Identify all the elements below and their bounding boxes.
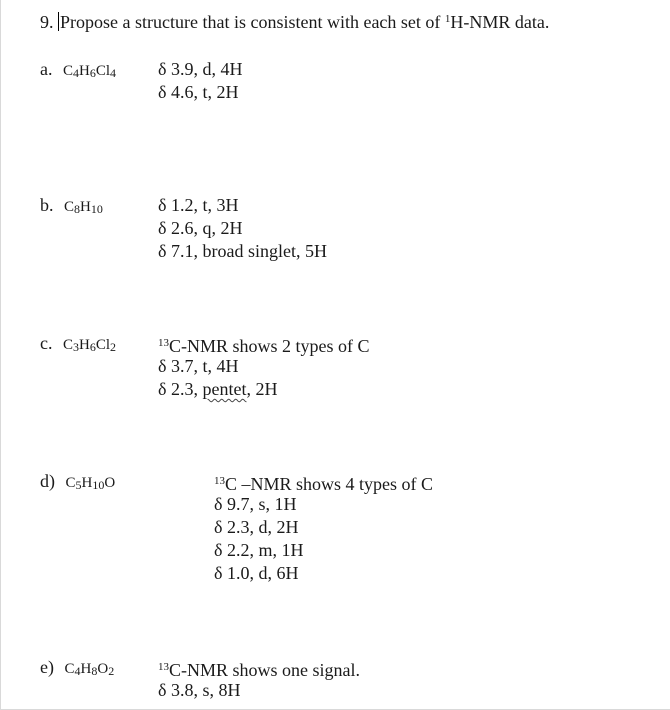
question-number: 9. [40,12,54,32]
text-cursor [58,12,59,31]
problem-b-label: b. [40,195,54,215]
problem-d-label: d) [40,471,55,491]
nmr-line: δ 1.2, t, 3H [158,195,239,215]
nmr-line: δ 3.8, s, 8H [158,680,241,700]
problem-e-formula: $C_4H_8O_2$ [64,661,115,678]
c13-nmr-line: $^{13}$C –NMR shows 4 types of C [214,474,434,494]
problem-c-label: c. [40,333,53,353]
nmr-line: δ 3.7, t, 4H [158,356,239,376]
page-left-border [0,0,1,710]
problem-e-label-row [40,656,114,682]
nmr-line: δ 7.1, broad singlet, 5H [158,241,327,261]
problem-b-label-row [40,194,103,220]
spellcheck-underline[interactable]: pentet [202,379,247,399]
c13-nmr-line: $^{13}$C-NMR shows one signal. [158,660,361,680]
nmr-line: δ 1.0, d, 6H [214,563,299,583]
problem-a-formula: $C_4H_6Cl_4$ [63,63,117,80]
problem-a-data [158,58,242,104]
problem-d-formula: $C_5H_{10}O$ [65,475,116,492]
nmr-line: δ 9.7, s, 1H [214,494,297,514]
question-text-start: Propose a structure that is consistent with each set of [60,12,445,32]
problem-a-label: a. [40,59,53,79]
problem-a-label-row [40,58,116,84]
problem-d-data [214,470,433,585]
nmr-line: δ 3.9, d, 4H [158,59,243,79]
problem-b-data [158,194,327,263]
problem-c-formula: $C_3H_6Cl_2$ [63,337,117,354]
problem-b-formula: $C_8H_{10}$ [64,199,103,216]
nmr-line: δ 2.3, d, 2H [214,517,299,537]
c13-nmr-line: $^{13}$C-NMR shows 2 types of C [158,336,370,356]
nmr-line: δ 2.6, q, 2H [158,218,243,238]
nmr-line: δ 4.6, t, 2H [158,82,239,102]
problem-d-label-row [40,470,115,496]
nmr-line-pentet: δ 2.3, pentet, 2H [158,379,278,399]
problem-e-data [158,656,360,702]
problem-e-label: e) [40,657,54,677]
problem-c-label-row [40,332,116,358]
nmr-line: δ 2.2, m, 1H [214,540,304,560]
question-isotope: 1 [444,13,451,25]
question-text-end: H-NMR data. [450,12,550,32]
question-heading [40,8,549,33]
problem-c-data [158,332,370,401]
